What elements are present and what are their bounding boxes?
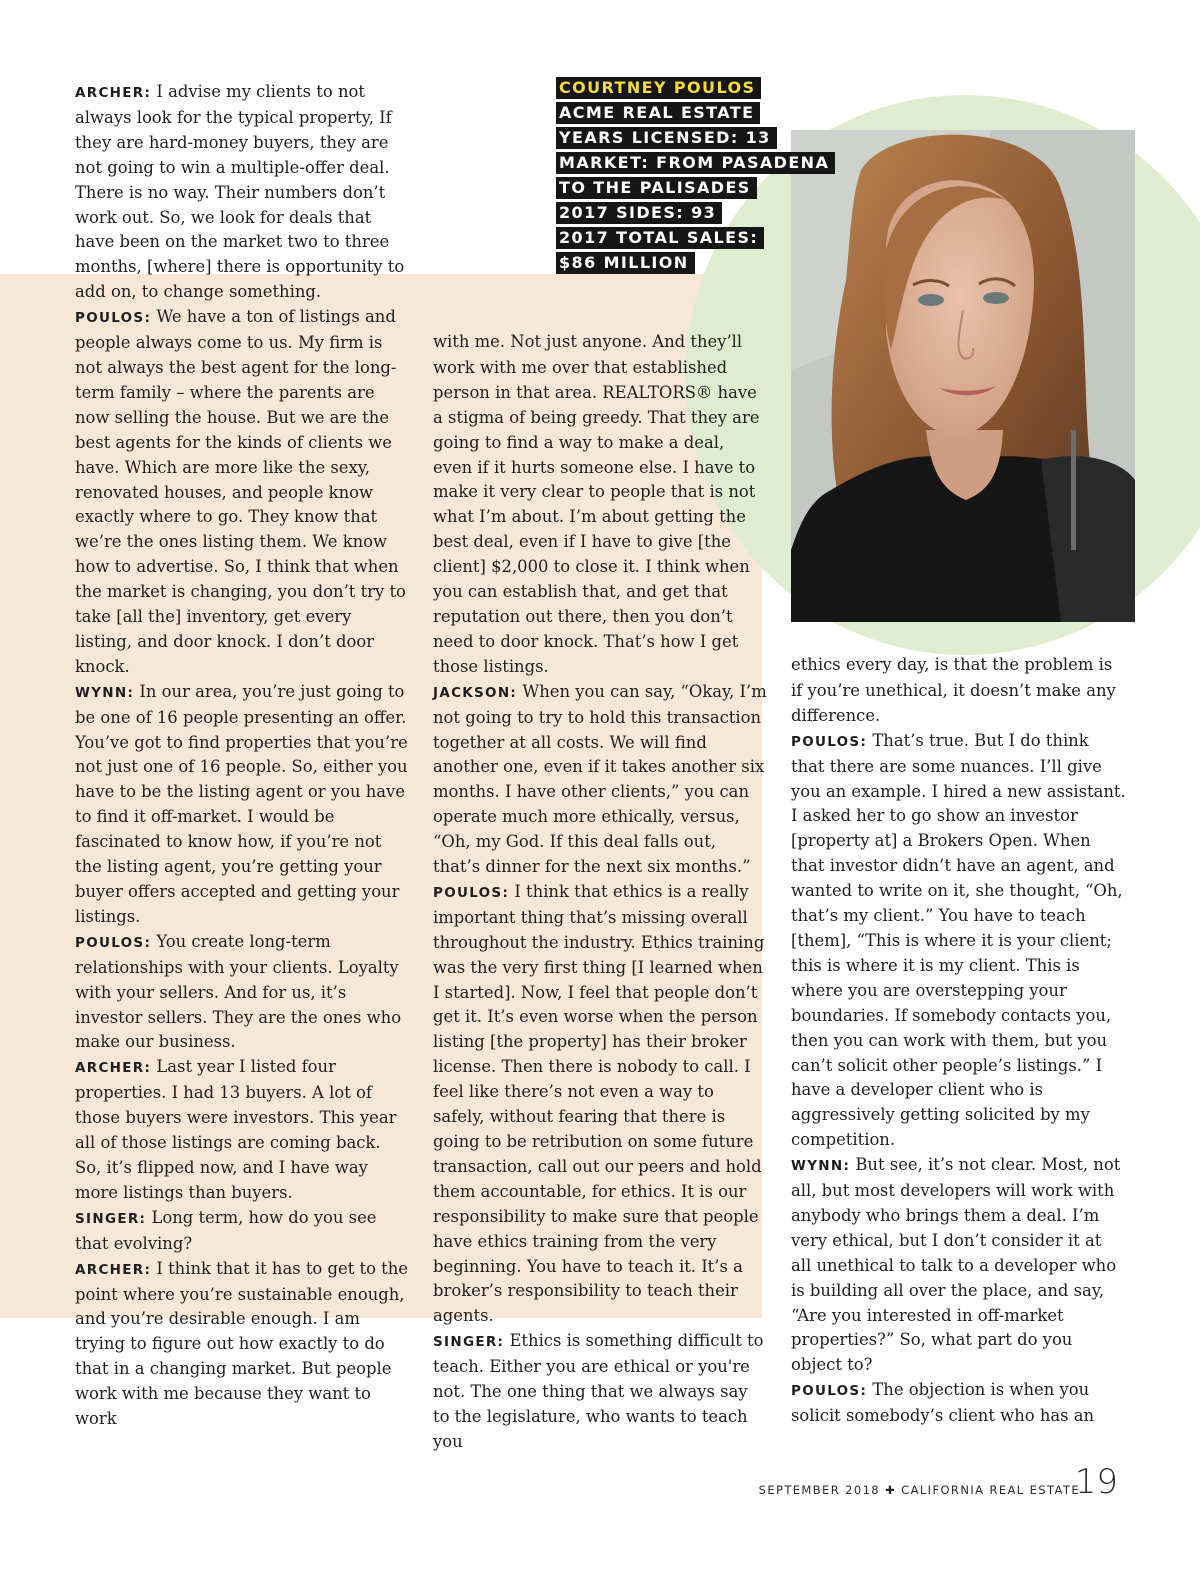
speaker-label: POULOS: [791, 1383, 868, 1400]
speaker-label: ARCHER: [75, 1261, 152, 1278]
issue-line: SEPTEMBER 2018 ✚ CALIFORNIA REAL ESTATE [758, 1483, 1080, 1497]
paragraph [791, 1378, 1126, 1429]
profile-line-market-cont: TO THE PALISADES [556, 175, 836, 200]
speaker-label: WYNN: [791, 1158, 851, 1175]
speaker-label: POULOS: [75, 310, 152, 327]
paragraph-text: When you can say, “Okay, I’m not going to try to hold this transaction together at all costs. We will find another one, even if it takes another six months. I have other clients,” you can operate much more ethically, versus, “Oh, my God. If this deal falls out, that’s dinner for the next six months.” [433, 681, 767, 877]
agent-profile-box [556, 75, 836, 275]
profile-line-sales-label: 2017 TOTAL SALES: [556, 225, 836, 250]
speaker-label: SINGER: [75, 1210, 147, 1227]
paragraph-text: I advise my clients to not always look for the typical property, If they are hard-money buyers, they are not going to win a multiple-offer deal. There is no way. Their numbers don’t work out. So, we look for deals that have been on the market two to three months, [where] there is opportunity to add on, to change something. [75, 82, 405, 302]
paragraph [75, 80, 410, 305]
speaker-label: POULOS: [791, 733, 868, 750]
paragraph-text: I think that ethics is a really important thing that’s missing overall throughout the industry. Ethics training was the very first thing [I learned when I started]. Now, I feel that people don’t get it. It’s even worse when the person listing [the property] has their broker license. Then there is nobody to call. I feel like there’s not even a way to safely, without fearing that there is going to be retribution on some future transaction, call out our peers and hold them accountable, for ethics. It is our responsibility to make sure that people have ethics training from the very beginning. You have to teach it. It’s a broker’s responsibility to teach their agents. [433, 881, 765, 1326]
speaker-label: ARCHER: [75, 85, 152, 101]
text-column-1 [75, 80, 410, 1432]
paragraph [433, 680, 768, 880]
speaker-label: POULOS: [433, 884, 510, 901]
paragraph [791, 653, 1126, 729]
paragraph-text: Long term, how do you see that evolving? [75, 1207, 377, 1253]
paragraph [433, 330, 768, 680]
profile-line-name: COURTNEY POULOS [556, 75, 836, 100]
paragraph-text: The objection is when you solicit somebody’s client who has an [791, 1380, 1095, 1426]
paragraph-text: That’s true. But I do think that there are some nuances. I’ll give you an example. I hired a new assistant. I asked her to go show an investor [property at] a Brokers Open. When that investor didn’t have an agent, and wanted to write on it, she thought, “Oh, that’s my client.” You have to teach [them], “This is where it is your client; this is where it is my client. This is where you are overstepping your boundaries. If somebody contacts you, then you can work with them, but you can’t solicit other people’s listings.” I have a developer client who is aggressively getting solicited by my competition. [791, 730, 1126, 1150]
paragraph-text: ethics every day, is that the problem is if you’re unethical, it doesn’t make any difference. [791, 655, 1116, 725]
paragraph [75, 1257, 410, 1432]
speaker-label: POULOS: [75, 934, 152, 951]
profile-line-sides: 2017 SIDES: 93 [556, 200, 836, 225]
text-column-3 [791, 653, 1126, 1429]
paragraph-text: Ethics is something difficult to teach. Either you are ethical or you're not. The one thing that we always say to the legislature, who wants to teach you [433, 1331, 764, 1451]
paragraph-text: Last year I listed four properties. I had 13 buyers. A lot of those buyers were investors. This year all of those listings are coming back. So, it’s flipped now, and I have way more listings than buyers. [75, 1057, 397, 1202]
paragraph [75, 680, 410, 930]
paragraph [433, 1329, 768, 1455]
speaker-label: WYNN: [75, 684, 135, 701]
profile-line-firm: ACME REAL ESTATE [556, 100, 836, 125]
speaker-label: JACKSON: [433, 684, 518, 701]
paragraph-text: with me. Not just anyone. And they’ll work with me over that established person in that area. REALTORS® have a stigma of being greedy. That they are going to find a way to make a deal, even if it hurts someone else. I have to make it very clear to people that is not what I’m about. I’m about getting the best deal, even if I have to give [the client] $2,000 to close it. I think when you can establish that, and get that reputation out there, then you don’t need to door knock. That’s how I get those listings. [433, 332, 760, 676]
paragraph [433, 880, 768, 1329]
paragraph [791, 1153, 1126, 1378]
paragraph [75, 1206, 410, 1257]
paragraph-text: I think that it has to get to the point where you’re sustainable enough, and you’re desirable enough. I am trying to figure out how exactly to do that in a changing market. But people work with me because they want to work [75, 1258, 409, 1429]
profile-line-sales-value: $86 MILLION [556, 250, 836, 275]
paragraph [791, 729, 1126, 1153]
speaker-label: SINGER: [433, 1334, 505, 1351]
paragraph-text: In our area, you’re just going to be one of 16 people presenting an offer. You’ve got to find properties that you’re not just one of 16 people. So, either you have to be the listing agent or you have to find it off-market. I would be fascinated to know how, if you’re not the listing agent, you’re getting your buyer offers accepted and getting your listings. [75, 681, 408, 926]
profile-line-years: YEARS LICENSED: 13 [556, 125, 836, 150]
paragraph-text: But see, it’s not clear. Most, not all, but most developers will work with anybody who brings them a deal. I’m very ethical, but I don’t consider it at all unethical to talk to a developer who is building all over the place, and say, “Are you interested in off-market properties?” So, what part do you object to? [791, 1155, 1121, 1375]
paragraph-text: You create long-term relationships with your clients. Loyalty with your sellers. And for us, it’s investor sellers. They are the ones who make our business. [75, 931, 402, 1052]
speaker-label: ARCHER: [75, 1060, 152, 1077]
paragraph [75, 930, 410, 1056]
page-number: 19 [1074, 1462, 1118, 1502]
paragraph [75, 1055, 410, 1205]
text-column-2 [433, 330, 768, 1455]
paragraph [75, 305, 410, 680]
profile-line-market: MARKET: FROM PASADENA [556, 150, 836, 175]
paragraph-text: We have a ton of listings and people always come to us. My firm is not always the best agent for the long-term family – where the parents are now selling the house. But we are the best agents for the kinds of clients we have. Which are more like the sexy, renovated houses, and people know exactly where to go. They know that we’re the ones listing them. We know how to advertise. So, I think that when the market is changing, you don’t try to take [all the] inventory, get every listing, and door knock. I don’t door knock. [75, 307, 406, 676]
portrait-photo [791, 130, 1135, 622]
